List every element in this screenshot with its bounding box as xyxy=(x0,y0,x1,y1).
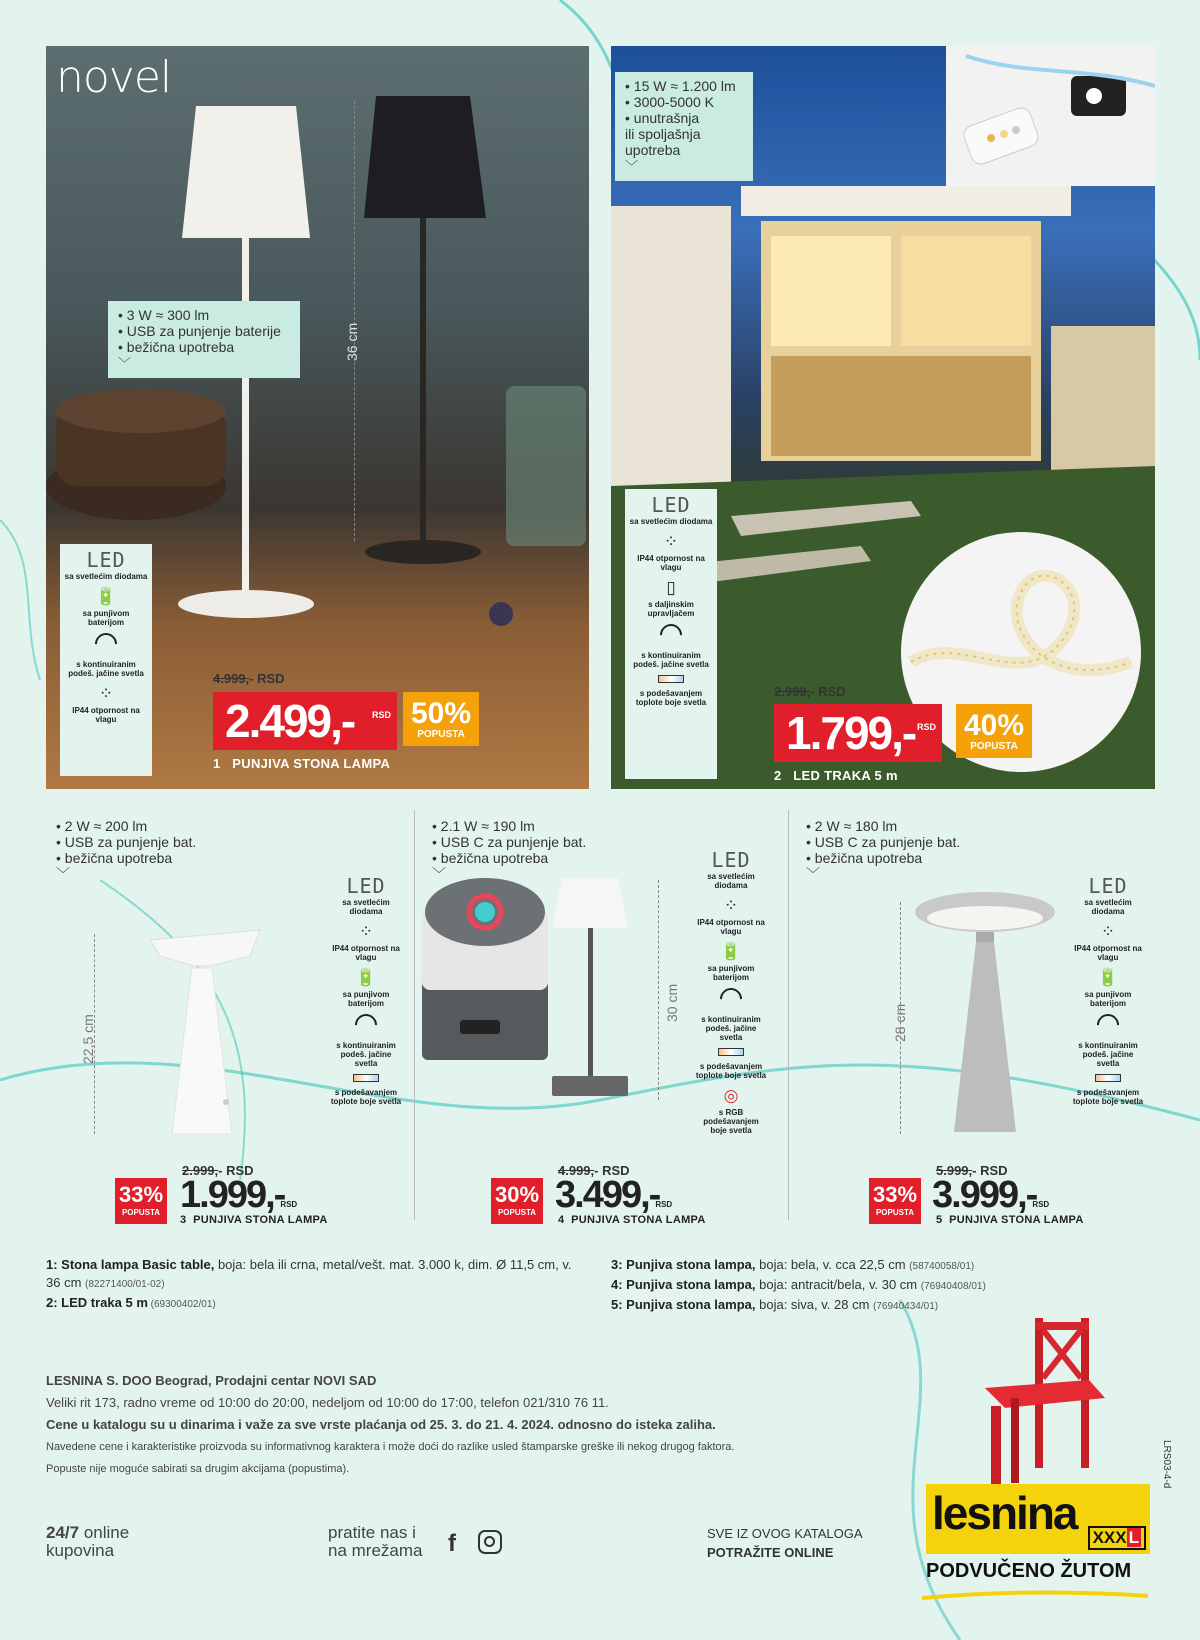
led-icon: LED xyxy=(1088,874,1128,898)
tagline: PODVUČENO ŽUTOM xyxy=(926,1560,1132,1582)
product-1-feature-icons xyxy=(60,544,152,776)
product-4-name: 4 PUNJIVA STONA LAMPA xyxy=(558,1214,706,1226)
product-descriptions-right: 3: Punjiva stona lampa, boja: bela, v. cca 22,5 cm (58740058/01) 4: Punjiva stona lampa, boja: antracit/bela, v. 30 cm (76940408/01) 5: Punjiva stona lampa, boja: siva, v. 28 cm (76940434/01) xyxy=(611,1257,986,1312)
product-3-old-price: 2.999,- RSD xyxy=(182,1163,254,1178)
product-5-feature-icons: LED sa svetlećim diodama ⁘ IP44 otpornost na vlagu 🔋 sa punjivom baterijom s kontinuiranim podeš. jačine svetla s podešavanjem toplote boje svetla xyxy=(1072,874,1144,1106)
product-3-price: 1.999,-RSD xyxy=(180,1174,298,1216)
dimmer-icon xyxy=(350,1009,381,1040)
color-temperature-icon xyxy=(718,1048,744,1056)
product-1-price: 2.499,- RSD xyxy=(213,692,397,750)
product-5-discount-badge: 33% POPUSTA xyxy=(869,1178,921,1224)
product-5-price: 3.999,-RSD xyxy=(932,1174,1050,1216)
product-4-old-price: 4.999,- RSD xyxy=(558,1163,630,1178)
dimension-label: 22,5 cm xyxy=(80,1014,96,1064)
online-shopping[interactable]: 24/7 online kupovina xyxy=(46,1523,130,1560)
color-temperature-icon xyxy=(353,1074,379,1082)
product-5-specs: • 2 W ≈ 180 lm • USB C za punjenje bat. • bežična upotreba ﹀ xyxy=(806,818,961,882)
red-chair-image xyxy=(985,1318,1115,1488)
water-drops-icon: ⁘ xyxy=(723,896,739,915)
feature-warmth: s podešavanjem toplote boje svetla xyxy=(629,675,713,707)
column-separator xyxy=(788,810,789,1220)
chevron-down-icon: ﹀ xyxy=(56,866,70,882)
water-drops-icon: ⁘ xyxy=(358,922,374,941)
feature-ip44: ⁘ IP44 otpornost na vlagu xyxy=(64,684,148,724)
product-3-discount-badge: 33% POPUSTA xyxy=(115,1178,167,1224)
product-1-name: 1 PUNJIVA STONA LAMPA xyxy=(213,756,391,771)
product-4-feature-icons: LED sa svetlećim diodama ⁘ IP44 otpornost na vlagu 🔋 sa punjivom baterijom s kontinuiranim podeš. jačine svetla s podešavanjem toplote boje svetla ◎ s RGB podešavanjem boje svetla xyxy=(695,848,767,1135)
dimmer-icon xyxy=(715,983,746,1014)
battery-icon: 🔋 xyxy=(355,968,377,987)
product-2-photo xyxy=(611,46,1155,789)
chevron-down-icon: ﹀ xyxy=(806,866,820,882)
remote-icon: ▯ xyxy=(666,578,676,597)
product-3-specs: • 2 W ≈ 200 lm • USB za punjenje bat. • bežična upotreba ﹀ xyxy=(56,818,197,882)
product-4-lamp-image xyxy=(420,870,660,1130)
spec-line: • 3 W ≈ 300 lm xyxy=(118,307,210,323)
dimension-label: 30 cm xyxy=(664,983,680,1022)
led-icon: LED xyxy=(346,874,386,898)
product-3-lamp-image xyxy=(140,920,280,1140)
led-icon: LED xyxy=(86,548,126,572)
battery-icon: 🔋 xyxy=(1097,968,1119,987)
dimension-label: 28 cm xyxy=(892,1003,908,1042)
spec-line: upotreba xyxy=(625,142,681,158)
battery-icon: 🔋 xyxy=(95,587,117,606)
product-2-specs xyxy=(615,72,753,181)
feature-dimmer: s kontinuiranim podeš. jačine svetla xyxy=(629,624,713,669)
spec-line: • bežična upotreba xyxy=(118,339,235,355)
spec-line: • unutrašnja xyxy=(625,110,700,126)
product-5-name: 5 PUNJIVA STONA LAMPA xyxy=(936,1214,1084,1226)
dimmer-icon xyxy=(90,628,121,659)
battery-icon: 🔋 xyxy=(720,942,742,961)
page-code: LRS03-4-d xyxy=(1161,1440,1172,1489)
feature-remote: ▯ s daljinskim upravljačem xyxy=(629,578,713,618)
brand-logo: novel xyxy=(56,52,172,103)
dimension-line xyxy=(658,880,659,1100)
chevron-down-icon: ﹀ xyxy=(118,356,132,371)
instagram-icon[interactable] xyxy=(478,1530,502,1554)
product-1-specs xyxy=(108,301,300,378)
follow-us-text: pratite nas i na mrežama xyxy=(328,1523,423,1560)
tagline-underline xyxy=(920,1588,1150,1602)
product-5-lamp-image xyxy=(910,890,1060,1140)
color-temperature-icon xyxy=(1095,1074,1121,1082)
facebook-icon[interactable]: f xyxy=(448,1530,456,1557)
product-1-discount-badge: 50% POPUSTA xyxy=(403,692,479,746)
product-1-photo xyxy=(46,46,589,789)
feature-led: LED sa svetlećim diodama xyxy=(64,548,148,581)
product-5-old-price: 5.999,- RSD xyxy=(936,1163,1008,1178)
chevron-down-icon: ﹀ xyxy=(625,159,639,174)
feature-led: LED sa svetlećim diodama xyxy=(629,493,713,526)
product-2-feature-icons xyxy=(625,489,717,779)
dimmer-icon xyxy=(655,619,686,650)
led-icon: LED xyxy=(651,493,691,517)
product-3-feature-icons: LED sa svetlećim diodama ⁘ IP44 otpornost na vlagu 🔋 sa punjivom baterijom s kontinuiranim podeš. jačine svetla s podešavanjem toplote boje svetla xyxy=(330,874,402,1106)
spec-line: • 3000-5000 K xyxy=(625,94,714,110)
product-4-price: 3.499,-RSD xyxy=(555,1174,673,1216)
product-2-old-price: 2.999,- RSD xyxy=(774,684,846,699)
product-4-specs: • 2.1 W ≈ 190 lm • USB C za punjenje bat. • bežična upotreba ﹀ xyxy=(432,818,587,882)
store-info: LESNINA S. DOO Beograd, Prodajni centar NOVI SAD Veliki rit 173, radno vreme od 10:00 do 20:00, nedeljom od 10:00 do 17:00, telefon 021/310 76 11. Cene u katalogu su u dinarima i važe za sve vrste plaćanja od 25. 3. do 21. 4. 2024. odnosno do isteka zaliha. Navedene cene i karakteristike proizvoda su informativnog karaktera i može doći do razlike usled štamparske greške ili nekog drugog faktora. Popuste nije moguće sabirati sa drugim akcijama (popustima). xyxy=(46,1373,735,1475)
feature-dimmer: s kontinuiranim podeš. jačine svetla xyxy=(64,633,148,678)
rgb-icon: ◎ xyxy=(723,1086,739,1105)
catalog-online-link[interactable]: SVE IZ OVOG KATALOGA POTRAŽITE ONLINE xyxy=(707,1526,863,1560)
product-4-discount-badge: 30% POPUSTA xyxy=(491,1178,543,1224)
column-separator xyxy=(414,810,415,1220)
product-2-price: 1.799,- RSD xyxy=(774,704,942,762)
spec-line: ili spoljašnja xyxy=(625,126,701,142)
spec-line: • USB za punjenje baterije xyxy=(118,323,281,339)
lesnina-logo[interactable]: lesnina XXX L xyxy=(926,1484,1150,1554)
dimension-label: 36 cm xyxy=(344,322,360,361)
product-2-name: 2 LED TRAKA 5 m xyxy=(774,768,898,783)
product-1-old-price: 4.999,- RSD xyxy=(213,671,285,686)
dimmer-icon xyxy=(1092,1009,1123,1040)
feature-ip44: ⁘ IP44 otpornost na vlagu xyxy=(629,532,713,572)
spec-line: • 15 W ≈ 1.200 lm xyxy=(625,78,736,94)
product-descriptions-left: 1: Stona lampa Basic table, boja: bela ili crna, metal/vešt. mat. 3.000 k, dim. Ø 11,5 cm, v. 36 cm (82271400/01-02) 2: LED traka 5 m (69300402/01) xyxy=(46,1257,572,1310)
dimension-line xyxy=(354,101,355,541)
product-3-name: 3 PUNJIVA STONA LAMPA xyxy=(180,1214,328,1226)
water-drops-icon: ⁘ xyxy=(1100,922,1116,941)
feature-battery: 🔋 sa punjivom baterijom xyxy=(64,587,148,627)
water-drops-icon: ⁘ xyxy=(98,684,114,703)
water-drops-icon: ⁘ xyxy=(663,532,679,551)
color-temperature-icon xyxy=(658,675,684,683)
product-2-discount-badge: 40% POPUSTA xyxy=(956,704,1032,758)
led-icon: LED xyxy=(711,848,751,872)
remote-control-image xyxy=(946,46,1155,186)
chevron-down-icon: ﹀ xyxy=(432,866,446,882)
